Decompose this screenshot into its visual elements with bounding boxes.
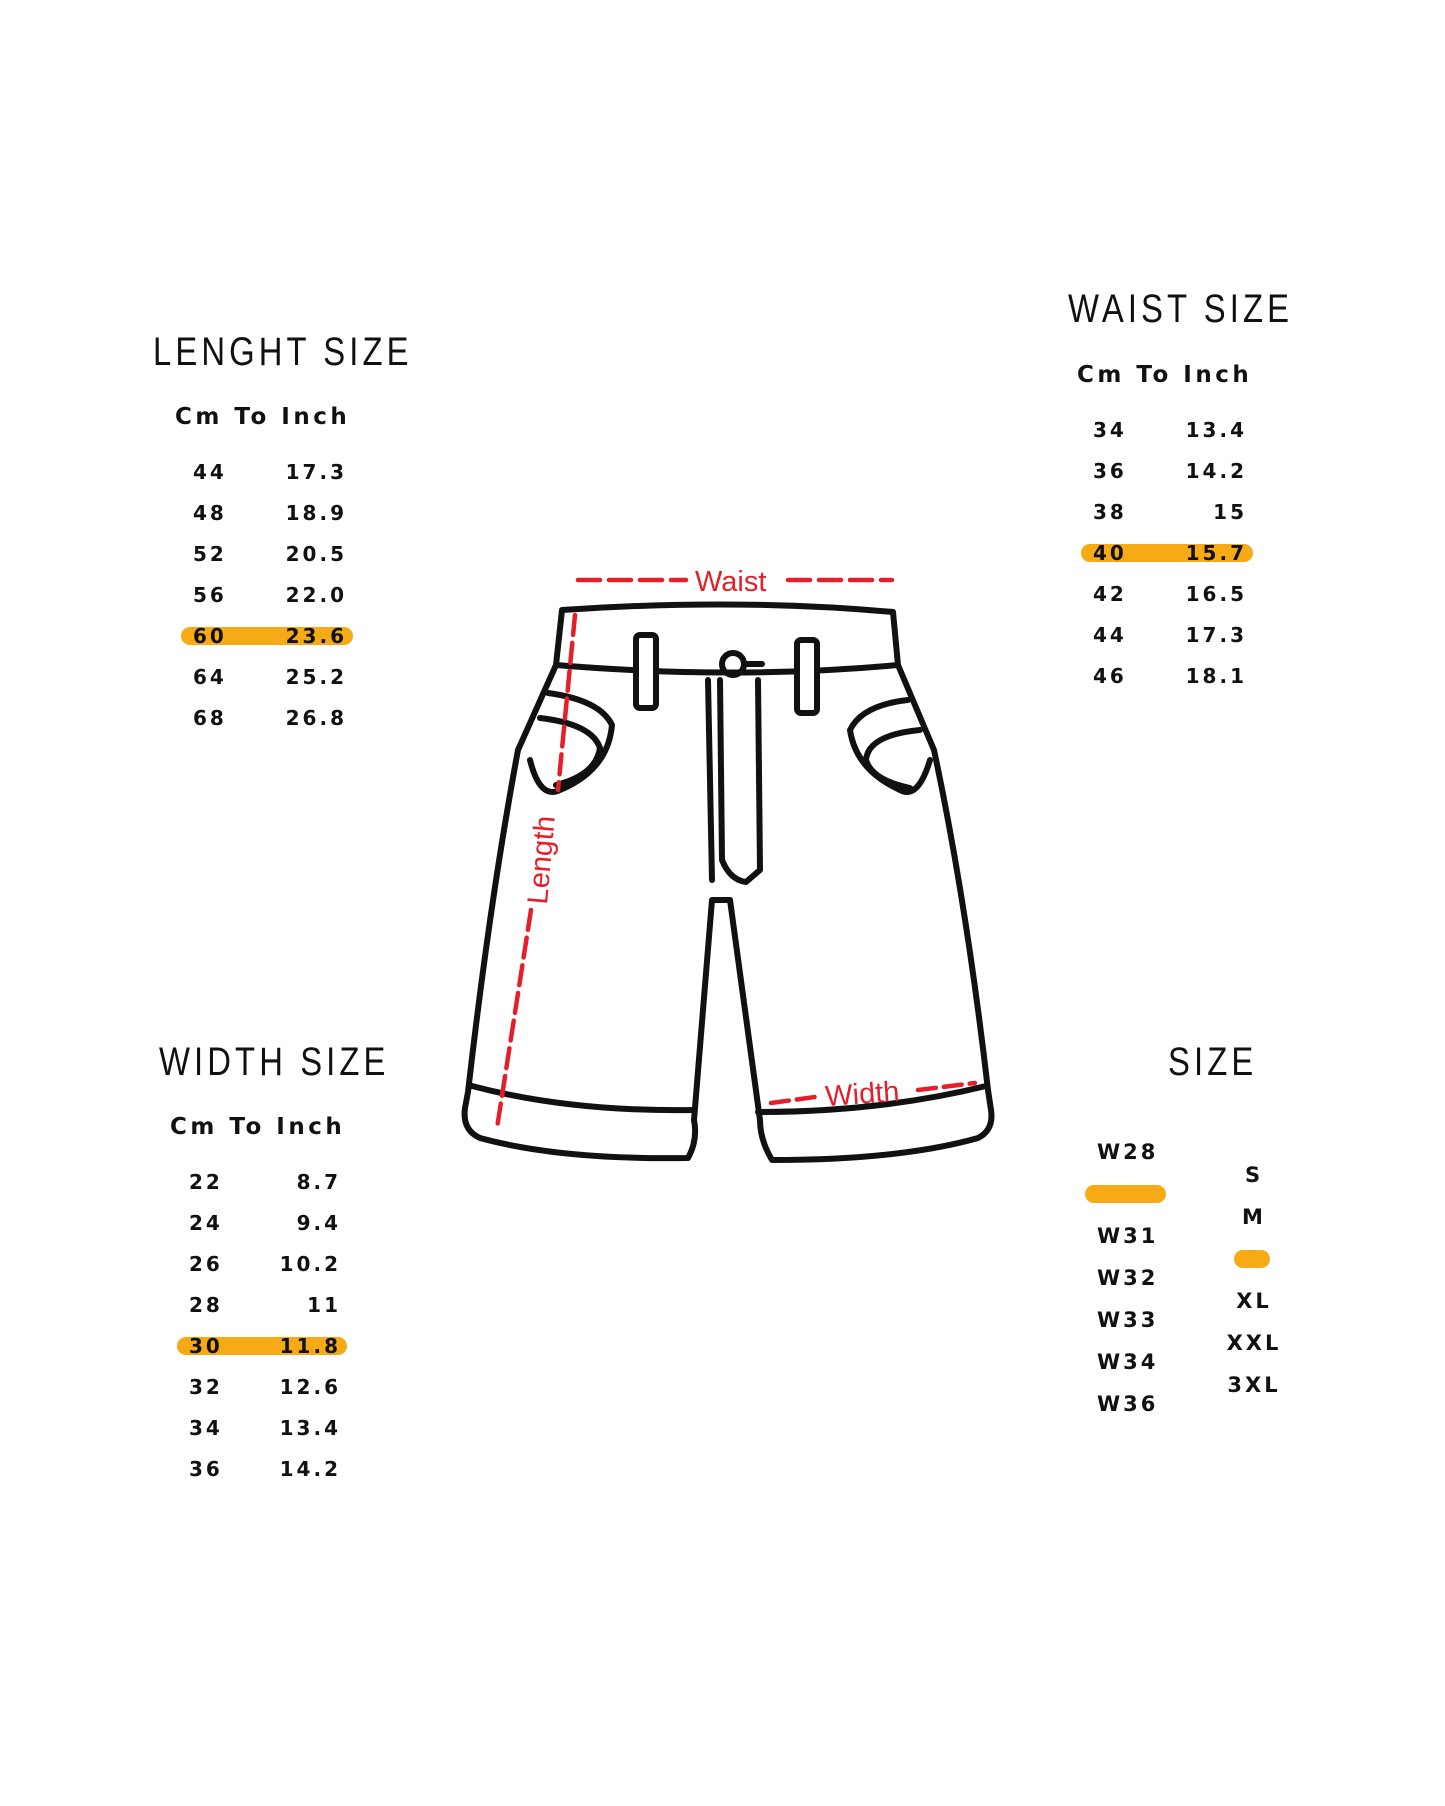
inch-value: 18.9 [285, 501, 347, 525]
length-size-title: LENGHT SIZE [153, 330, 413, 374]
cm-value: 44 [1093, 623, 1127, 647]
cm-value: 42 [1093, 582, 1127, 606]
cm-value: 30 [189, 1334, 223, 1358]
cm-value: 48 [193, 501, 227, 525]
cm-value: 36 [1093, 459, 1127, 483]
size-item [1245, 1160, 1263, 1190]
size-label: W32 [1097, 1266, 1159, 1290]
inch-value: 9.4 [296, 1211, 341, 1235]
inch-value: 16.5 [1185, 582, 1247, 606]
inch-value: 22.0 [285, 583, 347, 607]
inch-value: 18.1 [1185, 664, 1247, 688]
shorts-body [465, 665, 992, 1160]
table-row [189, 1208, 341, 1238]
inch-value: 10.2 [279, 1252, 341, 1276]
highlight-marker [1234, 1250, 1270, 1268]
table-row [193, 703, 347, 733]
table-row [1093, 538, 1247, 568]
size-label: 3XL [1227, 1373, 1281, 1397]
left-cuff [472, 1086, 694, 1110]
size-label: W31 [1097, 1224, 1159, 1248]
cm-value: 68 [193, 706, 227, 730]
size-label: W28 [1097, 1140, 1159, 1164]
table-row [193, 539, 347, 569]
size-item [1097, 1263, 1158, 1293]
width-size-title: WIDTH SIZE [159, 1040, 390, 1084]
inch-value: 15 [1213, 500, 1247, 524]
inch-value: 12.6 [279, 1375, 341, 1399]
cm-value: 44 [193, 460, 227, 484]
inch-value: 14.2 [1185, 459, 1247, 483]
inch-value: 8.7 [296, 1170, 341, 1194]
cm-value: 26 [189, 1252, 223, 1276]
size-label: W36 [1097, 1392, 1159, 1416]
waist-label: Waist [695, 566, 767, 598]
size-item [1246, 1244, 1262, 1274]
waist-size-subtitle: Cm To Inch [1077, 362, 1253, 388]
cm-value: 64 [193, 665, 227, 689]
inch-value: 11 [307, 1293, 341, 1317]
length-size-subtitle: Cm To Inch [175, 404, 351, 430]
table-row [1093, 497, 1247, 527]
cm-value: 60 [193, 624, 227, 648]
cm-value: 38 [1093, 500, 1127, 524]
size-label: XXL [1226, 1331, 1282, 1355]
inch-value: 25.2 [285, 665, 347, 689]
size-label: W34 [1097, 1350, 1159, 1374]
size-item [1097, 1179, 1158, 1209]
size-item [1236, 1286, 1272, 1316]
inch-value: 20.5 [285, 542, 347, 566]
cm-value: 22 [189, 1170, 223, 1194]
size-label: S [1244, 1163, 1264, 1187]
size-label: M [1242, 1205, 1266, 1229]
size-label: W33 [1097, 1308, 1159, 1332]
table-row [193, 457, 347, 487]
size-item [1097, 1137, 1158, 1167]
cm-value: 28 [189, 1293, 223, 1317]
table-row [189, 1413, 341, 1443]
table-row [193, 580, 347, 610]
cm-value: 36 [189, 1457, 223, 1481]
width-size-subtitle: Cm To Inch [170, 1114, 346, 1140]
inch-value: 13.4 [279, 1416, 341, 1440]
cm-value: 52 [193, 542, 227, 566]
table-row [189, 1167, 341, 1197]
table-row [189, 1454, 341, 1484]
belt-loop-left [636, 635, 656, 708]
inch-value: 11.8 [279, 1334, 341, 1358]
table-row [193, 498, 347, 528]
cm-value: 34 [189, 1416, 223, 1440]
table-row [189, 1372, 341, 1402]
waist-size-title: WAIST SIZE [1068, 287, 1294, 331]
table-row [1093, 620, 1247, 650]
size-item [1097, 1389, 1158, 1419]
table-row [1093, 456, 1247, 486]
inch-value: 26.8 [285, 706, 347, 730]
inch-value: 23.6 [285, 624, 347, 648]
table-row [1093, 415, 1247, 445]
size-item [1227, 1370, 1280, 1400]
table-row [189, 1331, 341, 1361]
table-row [193, 621, 347, 651]
size-item [1097, 1221, 1158, 1251]
table-row [189, 1249, 341, 1279]
inch-value: 13.4 [1185, 418, 1247, 442]
belt-loop-right [797, 640, 817, 713]
size-item [1097, 1305, 1158, 1335]
table-row [1093, 661, 1247, 691]
fly [720, 680, 760, 882]
length-label: Length [522, 814, 562, 906]
cm-value: 40 [1093, 541, 1127, 565]
size-title: SIZE [1168, 1040, 1258, 1084]
inch-value: 17.3 [285, 460, 347, 484]
cm-value: 32 [189, 1375, 223, 1399]
size-item [1227, 1328, 1282, 1358]
inch-value: 15.7 [1185, 541, 1247, 565]
table-row [1093, 579, 1247, 609]
cm-value: 24 [189, 1211, 223, 1235]
highlight-marker [1085, 1185, 1166, 1203]
size-item [1097, 1347, 1158, 1377]
size-item [1242, 1202, 1266, 1232]
width-label: Width [824, 1075, 901, 1113]
table-row [189, 1290, 341, 1320]
inch-value: 17.3 [1185, 623, 1247, 647]
size-label: XL [1236, 1289, 1272, 1313]
cm-value: 56 [193, 583, 227, 607]
waistband [556, 604, 898, 672]
table-row [193, 662, 347, 692]
cm-value: 34 [1093, 418, 1127, 442]
cm-value: 46 [1093, 664, 1127, 688]
inch-value: 14.2 [279, 1457, 341, 1481]
